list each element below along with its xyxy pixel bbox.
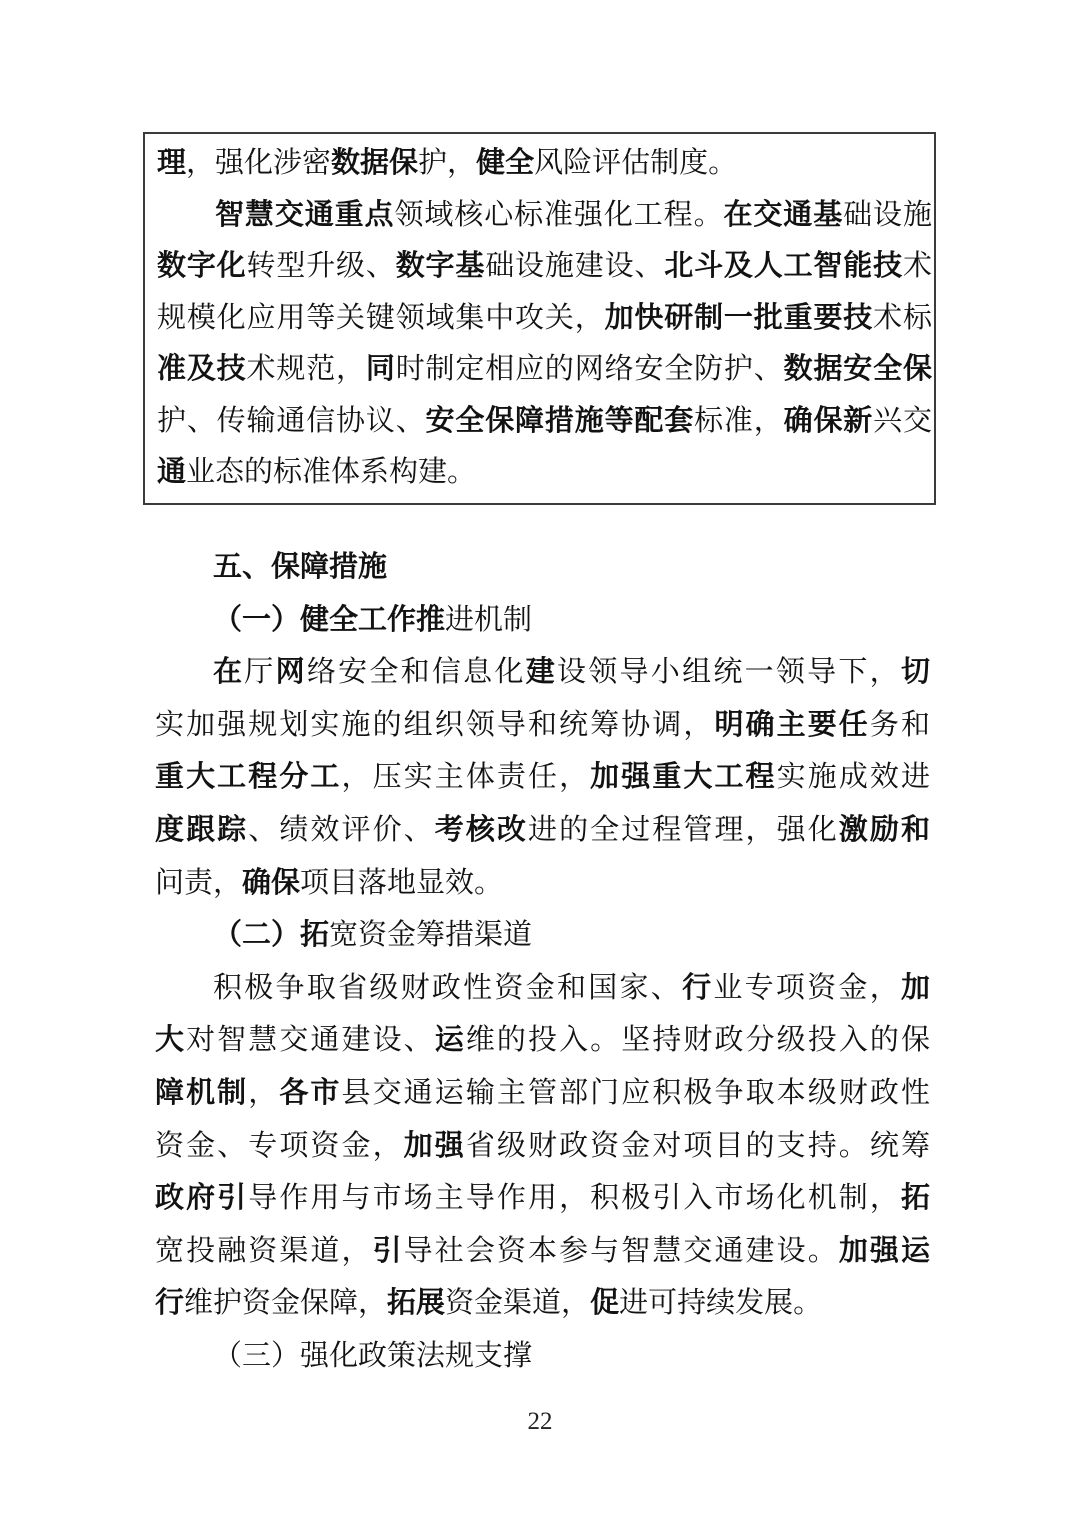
text-segment: 积极争取省级财政性资金和国家、 xyxy=(213,971,683,1004)
bold-text-segment: 促 xyxy=(590,1287,620,1320)
bold-text-segment: 引 xyxy=(372,1234,404,1267)
bold-text-segment: 运 xyxy=(434,1024,466,1057)
text-segment: ， xyxy=(248,1076,280,1109)
highlight-box xyxy=(143,132,936,505)
text-line xyxy=(155,1225,930,1278)
bold-text-segment: （二）拓 xyxy=(213,919,330,952)
text-segment: 、绩效评价、 xyxy=(248,813,435,846)
text-line xyxy=(155,857,930,910)
bold-text-segment: 拓 xyxy=(900,1182,930,1215)
text-line xyxy=(157,344,932,396)
text-line xyxy=(155,1067,930,1120)
text-segment: 础设施 xyxy=(843,198,932,231)
text-segment: 宽资金筹措渠道 xyxy=(329,919,533,952)
bold-text-segment: 激励和 xyxy=(838,813,930,846)
text-line xyxy=(155,699,930,752)
text-segment: 护， xyxy=(418,147,477,179)
bold-text-segment: 数据安全保 xyxy=(783,353,932,385)
text-line xyxy=(155,1120,930,1173)
text-segment: 护、传输通信协议、 xyxy=(157,404,426,437)
text-segment: 进机制 xyxy=(445,603,533,636)
subsection-heading xyxy=(155,909,930,962)
bold-text-segment: 健全 xyxy=(476,147,535,179)
bold-text-segment: 政府引 xyxy=(155,1182,249,1215)
text-segment: （三）强化政策法规支撑 xyxy=(213,1339,533,1372)
bold-text-segment: 行 xyxy=(682,971,714,1004)
text-segment: 资金渠道， xyxy=(445,1287,591,1320)
bold-text-segment: 加强 xyxy=(403,1129,466,1162)
text-line xyxy=(157,396,932,448)
text-segment: 进的全过程管理，强化 xyxy=(527,813,839,846)
text-segment: 务和 xyxy=(869,708,930,741)
text-segment: 术标 xyxy=(873,301,932,334)
text-segment: 问责， xyxy=(155,866,243,899)
bold-text-segment: 数字基 xyxy=(395,250,486,282)
bold-text-segment: （一）健全工作推 xyxy=(213,603,446,636)
text-segment: 业专项资金， xyxy=(713,971,901,1004)
text-segment: 维护资金保障， xyxy=(184,1287,388,1320)
text-segment: ，强化涉密 xyxy=(186,147,332,179)
text-segment: 实加强规划实施的组织领导和统筹协调， xyxy=(155,708,715,741)
bold-text-segment: 加强运 xyxy=(838,1234,930,1267)
text-segment: 对智慧交通建设、 xyxy=(186,1024,435,1057)
text-segment: 设领导小组统一领导下， xyxy=(557,656,901,689)
text-segment: 项目落地显效。 xyxy=(300,866,504,899)
bold-text-segment: 重大工程分工 xyxy=(155,761,342,794)
bold-text-segment: 通 xyxy=(157,456,187,488)
text-segment: 县交通运输主管部门应积极争取本级财政性 xyxy=(341,1076,930,1109)
text-segment: 转型升级、 xyxy=(246,250,396,282)
text-segment: 资金、专项资金， xyxy=(155,1129,404,1162)
text-segment: 实施成效进 xyxy=(776,761,930,794)
bold-text-segment: 度跟踪 xyxy=(155,813,249,846)
bold-text-segment: 智慧交通重点 xyxy=(215,198,395,231)
text-segment: 进可持续发展。 xyxy=(619,1287,823,1320)
bold-text-segment: 加强重大工程 xyxy=(590,761,777,794)
text-line xyxy=(157,138,932,190)
text-segment: ，压实主体责任， xyxy=(341,761,591,794)
text-line xyxy=(155,1172,930,1225)
bold-text-segment: 加 xyxy=(900,971,930,1004)
text-segment: 兴交 xyxy=(873,404,932,437)
text-segment: 术 xyxy=(902,250,932,282)
text-segment: 宽投融资渠道， xyxy=(155,1234,373,1267)
text-segment: 导社会资本参与智慧交通建设。 xyxy=(403,1234,839,1267)
text-segment: 导作用与市场主导作用，积极引入市场化机制， xyxy=(248,1182,901,1215)
bold-text-segment: 在 xyxy=(213,656,245,689)
text-line xyxy=(157,447,932,499)
bold-text-segment: 各市 xyxy=(279,1076,342,1109)
text-line xyxy=(155,646,930,699)
bold-text-segment: 理 xyxy=(157,147,187,179)
text-segment: 维的投入。坚持财政分级投入的保 xyxy=(465,1024,930,1057)
bold-text-segment: 确保 xyxy=(242,866,301,899)
bold-text-segment: 大 xyxy=(155,1024,187,1057)
text-segment: 厅 xyxy=(244,656,276,689)
subsection-heading xyxy=(155,1330,930,1383)
text-segment: 规模化应用等关键领域集中攻关， xyxy=(157,301,605,334)
bold-text-segment: 网 xyxy=(275,656,307,689)
bold-text-segment: 数字化 xyxy=(157,250,247,282)
text-line xyxy=(155,1014,930,1067)
text-line xyxy=(157,190,932,242)
body-text xyxy=(155,541,930,1383)
text-segment: 省级财政资金对项目的支持。统筹 xyxy=(465,1129,930,1162)
text-segment: 领域核心标准强化工程。 xyxy=(394,198,724,231)
bold-text-segment: 行 xyxy=(155,1287,185,1320)
bold-text-segment: 北斗及人工智能技 xyxy=(664,250,903,282)
text-line xyxy=(155,804,930,857)
section-heading xyxy=(155,541,930,594)
bold-text-segment: 建 xyxy=(525,656,557,689)
bold-text-segment: 五、保障措施 xyxy=(213,551,388,583)
bold-text-segment: 准及技 xyxy=(157,353,247,385)
bold-text-segment: 数据保 xyxy=(331,147,419,179)
page-number: 22 xyxy=(527,1408,553,1435)
bold-text-segment: 确保新 xyxy=(783,404,874,437)
bold-text-segment: 在交通基 xyxy=(723,198,844,231)
text-line xyxy=(155,751,930,804)
bold-text-segment: 加快研制一批重要技 xyxy=(604,301,874,334)
text-segment: 风险评估制度。 xyxy=(534,147,738,179)
bold-text-segment: 明确主要任 xyxy=(714,708,870,741)
text-line xyxy=(157,293,932,345)
text-segment: 业态的标准体系构建。 xyxy=(186,456,477,488)
bold-text-segment: 安全保障措施等配套 xyxy=(425,404,695,437)
text-segment: 时制定相应的网络安全防护、 xyxy=(395,353,784,385)
text-segment: 础设施建设、 xyxy=(485,250,665,282)
bold-text-segment: 考核改 xyxy=(434,813,528,846)
text-line xyxy=(155,1277,930,1330)
bold-text-segment: 切 xyxy=(900,656,930,689)
bold-text-segment: 同 xyxy=(365,353,396,385)
bold-text-segment: 拓展 xyxy=(387,1287,446,1320)
text-segment: 术规范， xyxy=(246,353,366,385)
text-segment: 标准， xyxy=(694,404,784,437)
subsection-heading xyxy=(155,594,930,647)
text-segment: 络安全和信息化 xyxy=(306,656,526,689)
text-line xyxy=(155,962,930,1015)
bold-text-segment: 障机制 xyxy=(155,1076,249,1109)
text-line xyxy=(157,241,932,293)
